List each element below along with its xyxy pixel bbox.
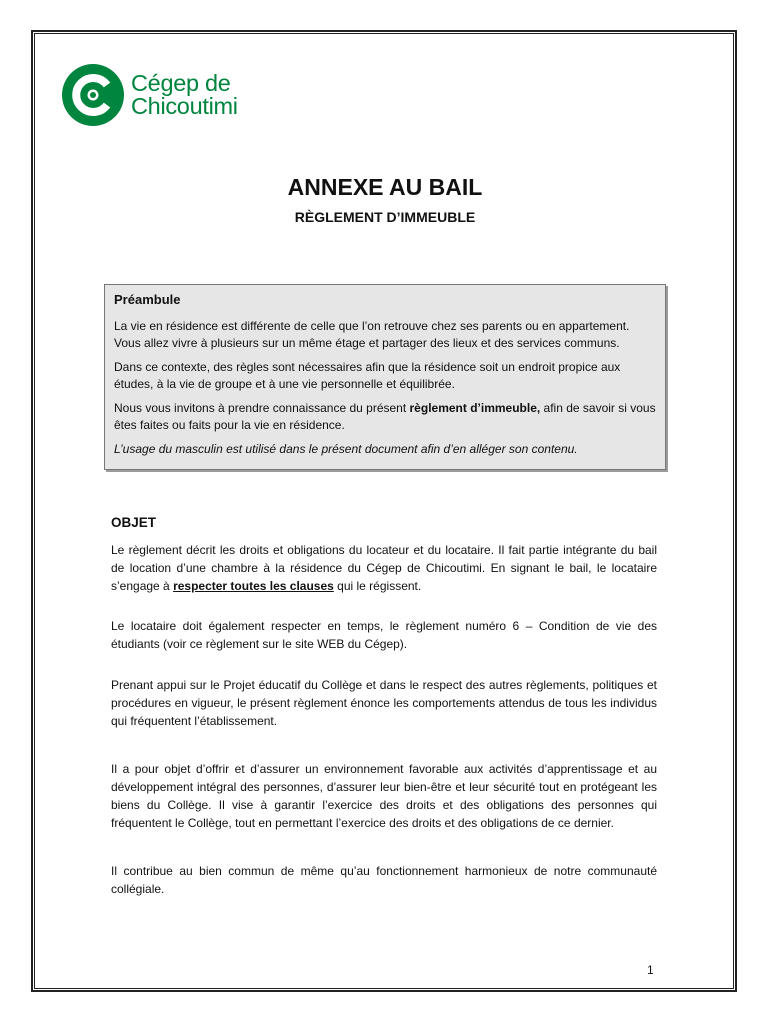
section-heading-objet: OBJET (111, 515, 157, 530)
objet-p1-text-end: qui le régissent. (333, 579, 422, 593)
document-title: ANNEXE AU BAIL (287, 174, 483, 200)
objet-p1-text: Le règlement décrit les droits et obligations du locateur et du locataire. Il fait partie intégrante du bail de location d’une chambre à la résidence du Cégep de Chicoutimi. En signant le bail, le locataire s’engage à (111, 543, 657, 593)
preamble-note: L’usage du masculin est utilisé dans le présent document afin d’en alléger son contenu. (114, 441, 578, 456)
logo-wordmark (131, 72, 238, 118)
preamble-paragraph-2: Dans ce contexte, des règles sont nécessaires afin que la résidence soit un endroit propice aux études, à la vie de groupe et à une vie personnelle et équilibrée. (114, 359, 621, 391)
document-subtitle: RÈGLEMENT D’IMMEUBLE (294, 209, 476, 225)
preamble-p3-text-end: afin de savoir si vous êtes faites ou faits pour la vie en résidence. (114, 400, 656, 432)
objet-paragraph-4: Il a pour objet d’offrir et d’assurer un environnement favorable aux activités d’apprentissage et au développement intégral des personnes, d’assurer leur bien-être et leur sécurité tout en protégeant les biens du Collège. Il vise à garantir l’exercice des droits et des obligations des personnes qui fréquentent le Collège, tout en permettant l’exercice des droits et des obligations de ce dernier. (111, 762, 657, 830)
logo-line-1: Cégep de (131, 70, 231, 96)
preamble-box (104, 284, 666, 470)
college-logo (62, 64, 238, 126)
cegep-logo-icon (62, 64, 124, 126)
objet-paragraph-1 (111, 541, 657, 595)
preamble-p3-text: Nous vous invitons à prendre connaissance du présent (114, 400, 410, 415)
objet-paragraph-5: Il contribue au bien commun de même qu’au fonctionnement harmonieux de notre communauté collégiale. (111, 864, 657, 896)
objet-paragraph-2: Le locataire doit également respecter en temps, le règlement numéro 6 – Condition de vie des étudiants (voir ce règlement sur le site WEB du Cégep). (111, 619, 657, 651)
page-number: 1 (647, 963, 654, 977)
objet-paragraph-3: Prenant appui sur le Projet éducatif du Collège et dans le respect des autres règlements, politiques et procédures en vigueur, le présent règlement énonce les comportements attendus de tous les individus qui fréquentent l’établissement. (111, 678, 657, 728)
preamble-paragraph-3 (114, 400, 657, 435)
preamble-p3-bold: règlement d’immeuble, (409, 400, 541, 415)
objet-p1-emphasis: respecter toutes les clauses (173, 579, 334, 593)
logo-line-2: Chicoutimi (131, 93, 238, 119)
preamble-heading: Préambule (114, 292, 181, 307)
preamble-paragraph-1: La vie en résidence est différente de celle que l’on retrouve chez ses parents ou en appartement. Vous allez vivre à plusieurs sur un même étage et partager des lieux et des services communs. (114, 318, 630, 350)
